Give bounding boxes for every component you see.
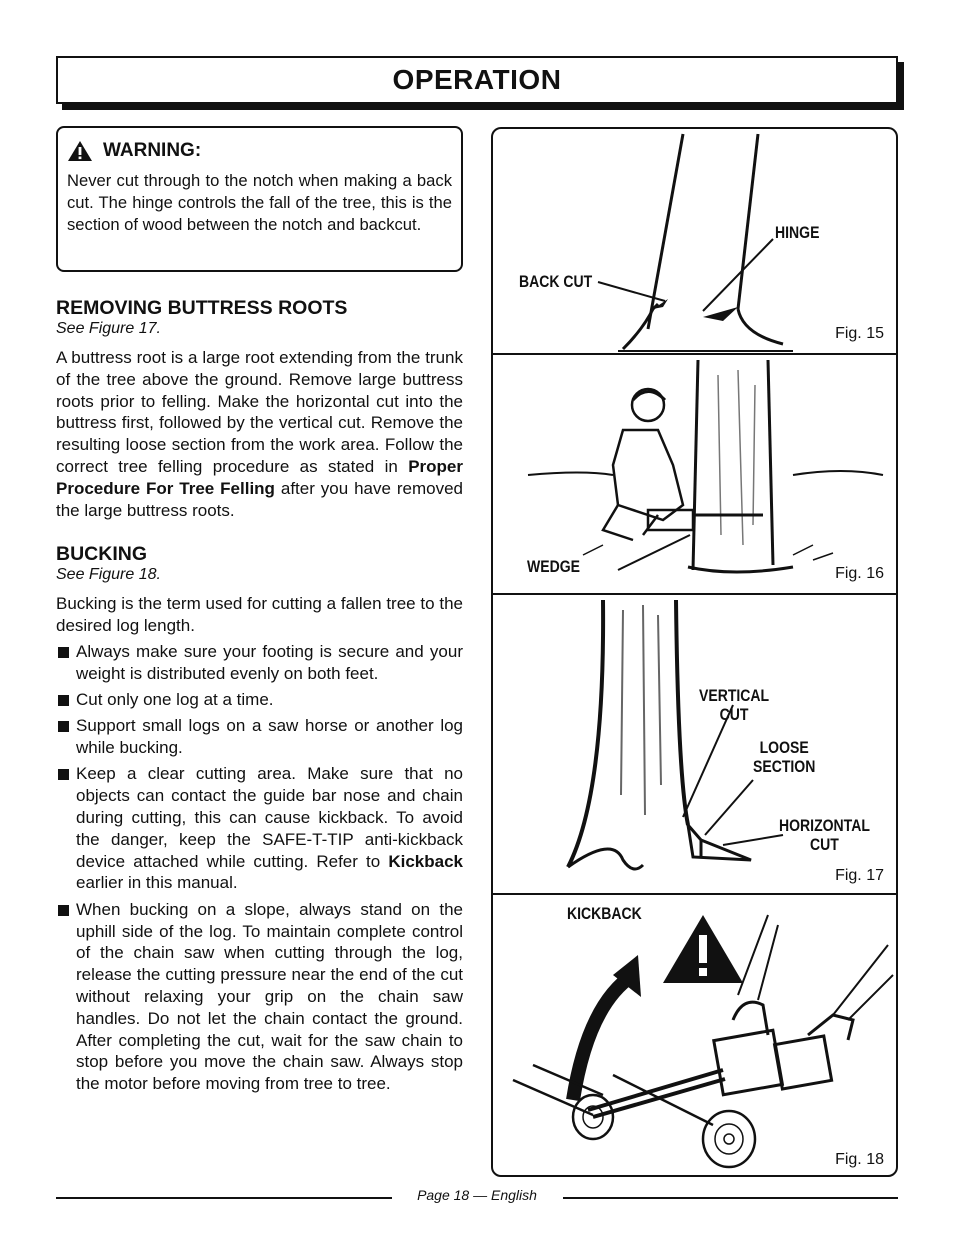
list-item	[56, 763, 463, 894]
callout-hinge: HINGE	[775, 224, 820, 242]
figure-18-panel	[493, 895, 896, 1177]
callout-loose-section	[753, 739, 815, 777]
callout-horizontal-cut	[779, 817, 870, 855]
warning-title: WARNING:	[103, 140, 202, 162]
bucking-see-figure: See Figure 18.	[56, 566, 161, 584]
bullet-text: Always make sure your footing is secure and your weight is distributed evenly on both feet.	[76, 641, 463, 683]
bucking-bullet-list	[56, 641, 463, 1095]
callout-vertical-line-2: CUT	[719, 706, 749, 724]
bullet-text: Support small logs on a saw horse or another log while bucking.	[76, 716, 463, 758]
tree-felling-hinge-illustration	[493, 129, 897, 353]
buttress-text-2: after you have removed the large buttress roots.	[56, 478, 464, 520]
figure-16-label: Fig. 16	[835, 565, 884, 582]
callout-horizontal-line-2: CUT	[810, 836, 839, 854]
figure-17-panel	[493, 595, 896, 895]
bullet-square-icon	[58, 905, 69, 916]
header-box	[56, 56, 898, 104]
buttress-text-1: A buttress root is a large root extending from the trunk of the tree above the ground. Remove large buttress roots prior to felling. Make the horizontal cut into the buttress first, followed by the vertical cut. Remove the resulting loose section from the work area. Follow the correct tree felling procedure as stated in	[56, 348, 463, 476]
list-item	[56, 689, 463, 711]
footer-rule-right	[563, 1197, 898, 1199]
callout-vertical-cut	[699, 687, 769, 725]
bullet-text: Cut only one log at a time.	[76, 690, 274, 710]
callout-loose-line-2: SECTION	[753, 758, 816, 776]
footer-page-number: Page 18 — English	[417, 1187, 537, 1203]
list-item	[56, 715, 463, 759]
figure-18-label: Fig. 18	[835, 1151, 884, 1168]
page-header	[56, 56, 898, 104]
buttress-see-figure: See Figure 17.	[56, 320, 161, 337]
bullet-square-icon	[58, 721, 69, 732]
warning-text: Never cut through to the notch when making a back cut. The hinge controls the fall of the tree, this is the section of wood between the notch and backcut.	[67, 171, 452, 234]
buttress-heading: REMOVING BUTTRESS ROOTS	[56, 297, 348, 319]
callout-horizontal-line-1: HORIZONTAL	[779, 817, 870, 835]
figure-15-panel	[493, 129, 896, 355]
bullet-text: When bucking on a slope, always stand on the uphill side of the log. To maintain complete control of the chain saw when cutting through the log, release the cutting pressure near the end of the cut without relaxing your grip on the chain saw handles. Do not let the chain contact the ground. After completing the cut, wait for the saw chain to stop before you move the chain saw. Always stop the motor before moving from tree to tree.	[76, 899, 463, 1094]
bullet-text-pre: Keep a clear cutting area. Make sure that no objects can contact the guide bar nose and chain during cutting, this can cause kickback. To avoid the danger, keep the SAFE-T-TIP anti-kickback device attached while cutting. Refer to	[76, 764, 463, 871]
bullet-square-icon	[58, 647, 69, 658]
buttress-bold-ref: Proper Procedure For Tree Felling	[56, 456, 463, 498]
figures-box	[491, 127, 898, 1177]
bullet-text-post: earlier in this manual.	[76, 873, 238, 893]
page-footer	[56, 1187, 898, 1207]
warning-title-row	[67, 140, 452, 162]
callout-wedge: WEDGE	[527, 558, 580, 576]
list-item	[56, 899, 463, 1095]
bullet-square-icon	[58, 769, 69, 780]
bucking-heading: BUCKING	[56, 543, 147, 566]
page-title: OPERATION	[392, 64, 562, 95]
bullet-bold-ref: Kickback	[388, 851, 463, 871]
figure-16-panel	[493, 355, 896, 595]
warning-box	[56, 126, 463, 272]
bucking-intro: Bucking is the term used for cutting a fallen tree to the desired log length.	[56, 594, 463, 636]
list-item	[56, 641, 463, 685]
callout-back-cut: BACK CUT	[519, 273, 593, 291]
warning-triangle-icon	[67, 140, 93, 162]
bullet-square-icon	[58, 695, 69, 706]
kickback-bucking-illustration	[493, 895, 897, 1177]
callout-kickback: KICKBACK	[567, 905, 642, 923]
figure-15-label: Fig. 15	[835, 325, 884, 342]
buttress-paragraph	[56, 347, 463, 521]
left-column	[56, 126, 463, 1099]
figure-17-label: Fig. 17	[835, 867, 884, 884]
callout-vertical-line-1: VERTICAL	[699, 687, 770, 705]
callout-loose-line-1: LOOSE	[759, 739, 809, 757]
